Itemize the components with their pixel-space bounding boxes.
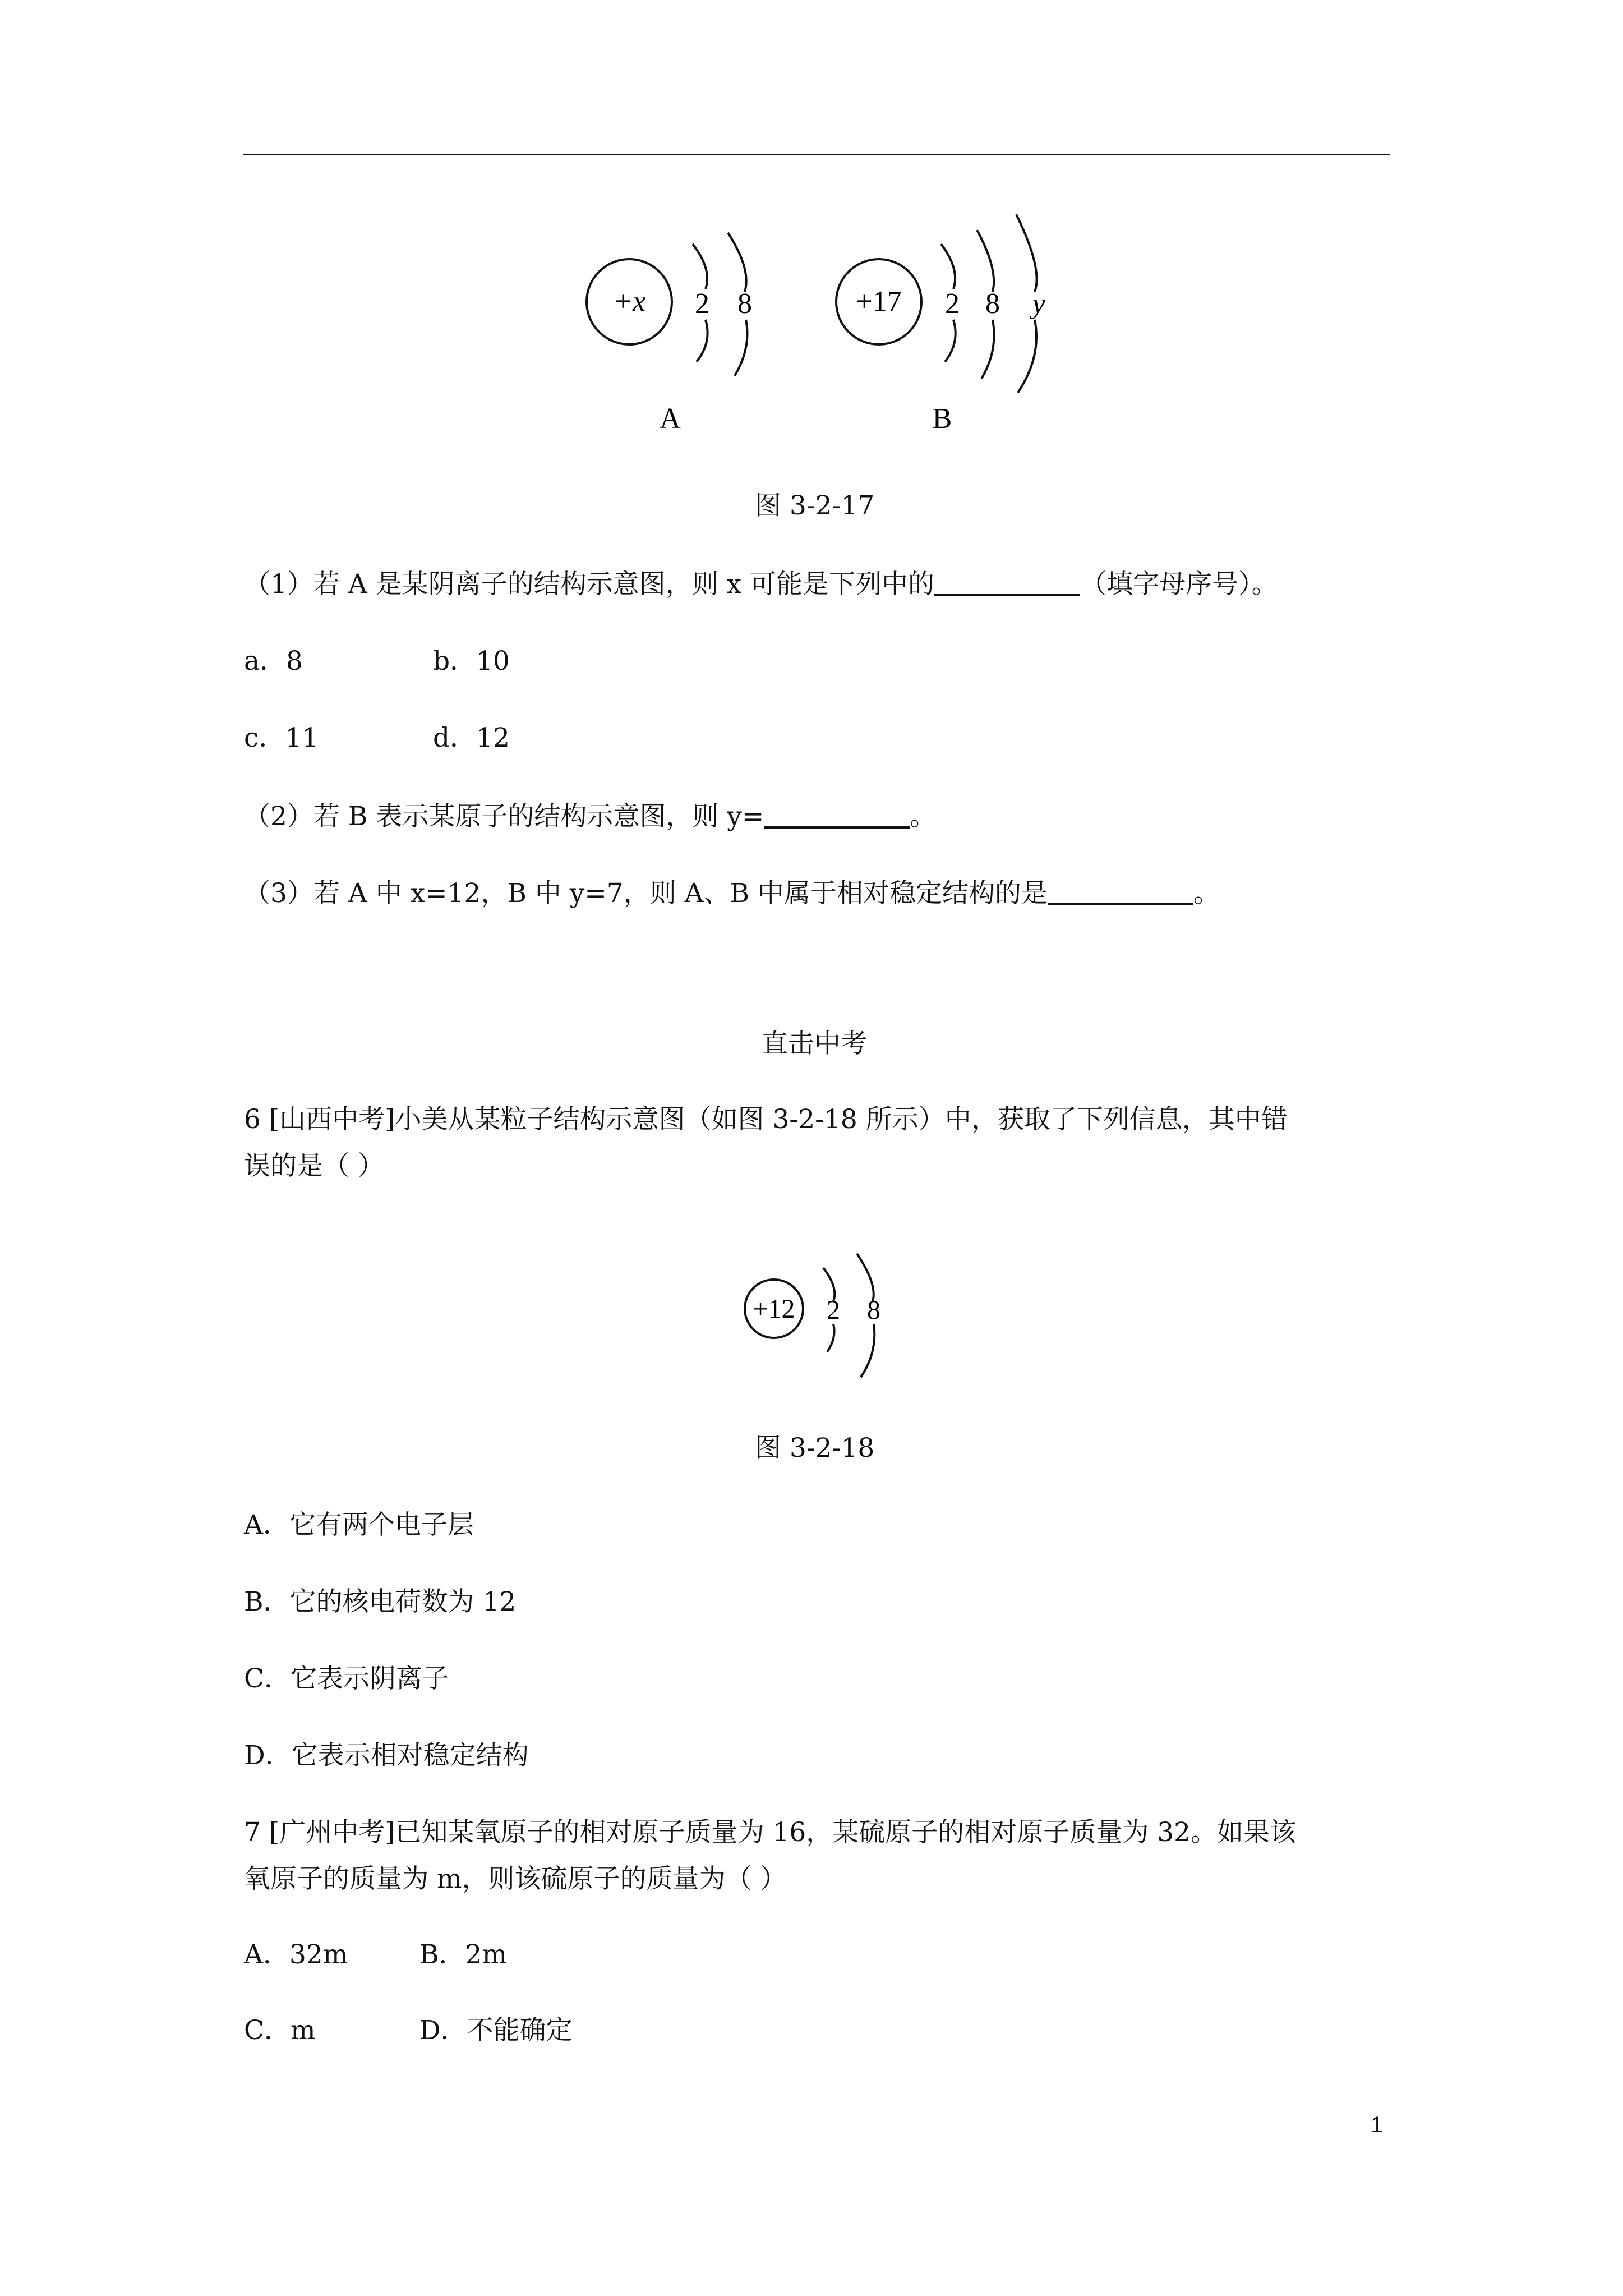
question-6-line-1: 6 [山西中考]小美从某粒子结构示意图（如图 3-2-18 所示）中，获取了下列信息，其中错	[244, 1104, 1288, 1135]
q6-option-d: D．它表示相对稳定结构	[244, 1740, 529, 1771]
shell-arc	[693, 244, 707, 289]
figure-caption: 图 3-2-17	[755, 490, 875, 521]
part-3-suffix: 。	[1193, 878, 1220, 909]
shell-arc	[857, 1254, 874, 1301]
section-title: 直击中考	[762, 1028, 867, 1059]
q6-option-b: B．它的核电荷数为 12	[244, 1586, 517, 1617]
part-1-text: （1）若 A 是某阴离子的结构示意图，则 x 可能是下列中的	[244, 569, 935, 600]
option-d: d．12	[433, 723, 510, 753]
question-7-line-2: 氧原子的质量为 m，则该硫原子的质量为（ ）	[244, 1864, 787, 1894]
q6-option-c: C．它表示阴离子	[244, 1663, 449, 1694]
shell-arc	[977, 230, 994, 292]
nucleus-b-charge: +17	[856, 286, 902, 318]
q7-option-c: C．m	[244, 2015, 316, 2046]
question-5-part-3	[244, 878, 1220, 907]
q6-option-a: A．它有两个电子层	[244, 1510, 474, 1540]
page-number: 1	[1371, 2113, 1384, 2137]
shell-2-electrons: 8	[867, 1295, 880, 1325]
shell-arc	[728, 233, 746, 292]
answer-blank[interactable]	[764, 802, 910, 829]
atom-structure-diagram-3-2-17	[578, 208, 1071, 443]
shell-arc	[1018, 320, 1036, 393]
figure-caption: 图 3-2-18	[755, 1433, 875, 1464]
shell-arc	[827, 1324, 834, 1352]
shell-arc	[981, 320, 994, 379]
shell-arc	[945, 320, 956, 362]
shell-1-electrons: 2	[695, 288, 709, 320]
atom-a-label: A	[660, 403, 681, 435]
atom-structure-diagram-3-2-18	[740, 1248, 897, 1383]
answer-blank[interactable]	[934, 569, 1080, 596]
header-rule	[243, 154, 1390, 155]
part-3-text: （3）若 A 中 x=12，B 中 y=7，则 A、B 中属于相对稳定结构的是	[244, 878, 1048, 909]
q7-option-a: A．32m	[244, 1939, 348, 1970]
shell-arc	[697, 320, 708, 362]
question-7-line-1: 7 [广州中考]已知某氧原子的相对原子质量为 16，某硫原子的相对原子质量为 32。如果该	[244, 1817, 1297, 1848]
atom-b-label: B	[932, 403, 952, 435]
option-a: a．8	[244, 646, 303, 677]
question-5-part-1	[244, 569, 1278, 600]
option-b: b．10	[433, 646, 510, 677]
shell-arc	[941, 244, 955, 289]
shell-2-electrons: 8	[985, 288, 1000, 320]
option-c: c．11	[244, 723, 319, 753]
atom-a	[587, 233, 752, 435]
nucleus-a-charge: +x	[612, 286, 646, 318]
q7-option-d: D．不能确定	[419, 2015, 573, 2046]
nucleus-charge: +12	[753, 1294, 795, 1324]
question-5-part-2	[244, 802, 936, 830]
shell-arc	[735, 320, 748, 376]
shell-3-electrons: y	[1032, 288, 1045, 320]
question-6-line-2: 误的是（ ）	[244, 1151, 384, 1181]
part-2-suffix: 。	[910, 801, 937, 832]
shell-1-electrons: 2	[827, 1295, 840, 1325]
part-1-suffix: （填字母序号）。	[1080, 569, 1278, 600]
shell-arc	[861, 1324, 874, 1377]
q7-option-b: B．2m	[419, 1939, 508, 1970]
part-2-text: （2）若 B 表示某原子的结构示意图，则 y=	[244, 801, 764, 832]
shell-arc	[1016, 214, 1037, 292]
shell-1-electrons: 2	[945, 288, 960, 320]
answer-blank[interactable]	[1048, 878, 1193, 905]
atom-b	[836, 214, 1045, 435]
shell-2-electrons: 8	[737, 288, 752, 320]
